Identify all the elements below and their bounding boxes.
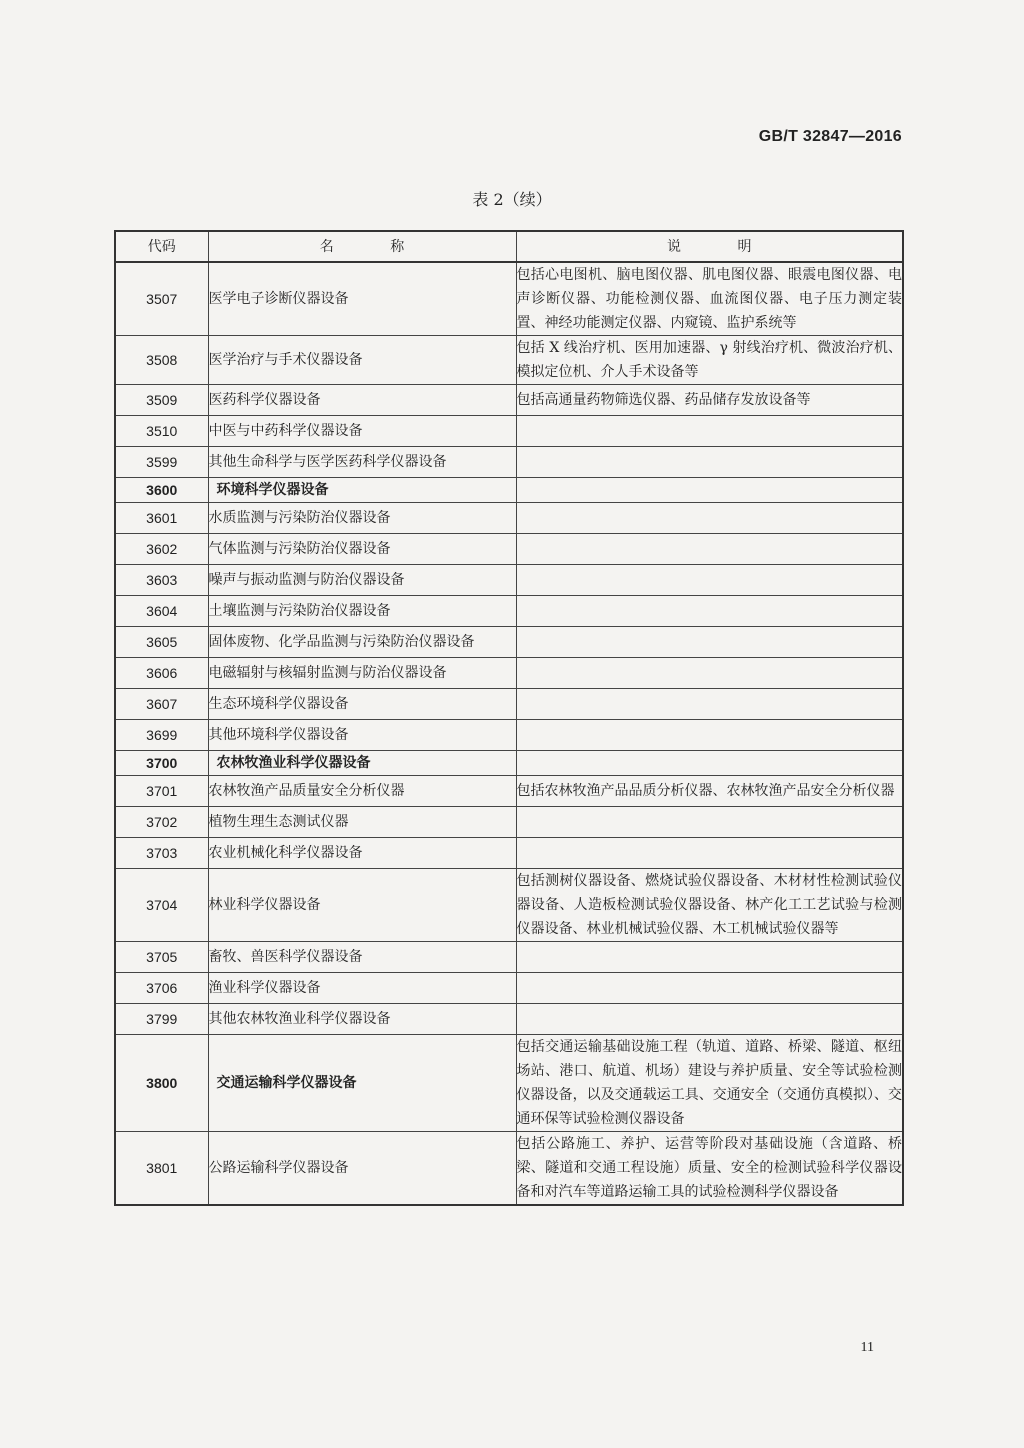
row-name: 医学电子诊断仪器设备 xyxy=(208,262,516,336)
row-code: 3702 xyxy=(115,807,208,838)
table-header-row xyxy=(115,231,903,262)
row-description xyxy=(516,689,903,720)
row-code: 3705 xyxy=(115,942,208,973)
row-description: 包括农林牧渔产品品质分析仪器、农林牧渔产品安全分析仪器 xyxy=(516,776,903,807)
row-code: 3510 xyxy=(115,416,208,447)
table-row xyxy=(115,336,903,385)
row-code: 3509 xyxy=(115,385,208,416)
row-name: 电磁辐射与核辐射监测与防治仪器设备 xyxy=(208,658,516,689)
column-header-description: 说 明 xyxy=(516,231,903,262)
table-row xyxy=(115,942,903,973)
row-description xyxy=(516,565,903,596)
row-name: 其他环境科学仪器设备 xyxy=(208,720,516,751)
row-description xyxy=(516,627,903,658)
table-row xyxy=(115,869,903,942)
table-row xyxy=(115,565,903,596)
row-description: 包括交通运输基础设施工程（轨道、道路、桥梁、隧道、枢纽场站、港口、航道、机场）建设与养护质量、安全等试验检测仪器设备，以及交通载运工具、交通安全（交通仿真模拟）、交通环保等试验检测仪器设备 xyxy=(516,1035,903,1132)
table-row xyxy=(115,751,903,776)
row-name: 植物生理生态测试仪器 xyxy=(208,807,516,838)
row-code: 3706 xyxy=(115,973,208,1004)
row-description: 包括高通量药物筛选仪器、药品储存发放设备等 xyxy=(516,385,903,416)
row-code: 3508 xyxy=(115,336,208,385)
row-code: 3601 xyxy=(115,503,208,534)
table-row xyxy=(115,1132,903,1206)
column-header-name: 名 称 xyxy=(208,231,516,262)
row-name: 中医与中药科学仪器设备 xyxy=(208,416,516,447)
row-code: 3701 xyxy=(115,776,208,807)
row-description xyxy=(516,1004,903,1035)
row-name: 畜牧、兽医科学仪器设备 xyxy=(208,942,516,973)
row-code: 3699 xyxy=(115,720,208,751)
row-name: 噪声与振动监测与防治仪器设备 xyxy=(208,565,516,596)
row-code: 3507 xyxy=(115,262,208,336)
row-name: 交通运输科学仪器设备 xyxy=(208,1035,516,1132)
row-description xyxy=(516,751,903,776)
table-row xyxy=(115,385,903,416)
row-name: 水质监测与污染防治仪器设备 xyxy=(208,503,516,534)
row-code: 3801 xyxy=(115,1132,208,1206)
row-code: 3800 xyxy=(115,1035,208,1132)
row-name: 生态环境科学仪器设备 xyxy=(208,689,516,720)
row-code: 3799 xyxy=(115,1004,208,1035)
row-name: 渔业科学仪器设备 xyxy=(208,973,516,1004)
table-row xyxy=(115,416,903,447)
row-code: 3602 xyxy=(115,534,208,565)
row-description xyxy=(516,503,903,534)
row-description xyxy=(516,416,903,447)
row-code: 3607 xyxy=(115,689,208,720)
row-code: 3600 xyxy=(115,478,208,503)
table-row xyxy=(115,807,903,838)
table-row xyxy=(115,1035,903,1132)
table-row xyxy=(115,838,903,869)
row-description xyxy=(516,973,903,1004)
row-description xyxy=(516,478,903,503)
page-number: 11 xyxy=(860,1340,874,1355)
row-description xyxy=(516,447,903,478)
row-name: 其他农林牧渔业科学仪器设备 xyxy=(208,1004,516,1035)
table-row xyxy=(115,720,903,751)
row-description: 包括公路施工、养护、运营等阶段对基础设施（含道路、桥梁、隧道和交通工程设施）质量、安全的检测试验科学仪器设备和对汽车等道路运输工具的试验检测科学仪器设备 xyxy=(516,1132,903,1206)
row-code: 3700 xyxy=(115,751,208,776)
table-row xyxy=(115,1004,903,1035)
row-code: 3704 xyxy=(115,869,208,942)
table-row xyxy=(115,478,903,503)
table-row xyxy=(115,973,903,1004)
row-description: 包括测树仪器设备、燃烧试验仪器设备、木材材性检测试验仪器设备、人造板检测试验仪器设备、林产化工工艺试验与检测仪器设备、林业机械试验仪器、木工机械试验仪器等 xyxy=(516,869,903,942)
table-row xyxy=(115,262,903,336)
row-description xyxy=(516,658,903,689)
row-description: 包括心电图机、脑电图仪器、肌电图仪器、眼震电图仪器、电声诊断仪器、功能检测仪器、血流图仪器、电子压力测定装置、神经功能测定仪器、内窥镜、监护系统等 xyxy=(516,262,903,336)
row-code: 3604 xyxy=(115,596,208,627)
table-row xyxy=(115,627,903,658)
row-name: 农业机械化科学仪器设备 xyxy=(208,838,516,869)
column-header-code: 代码 xyxy=(115,231,208,262)
row-description xyxy=(516,942,903,973)
row-name: 环境科学仪器设备 xyxy=(208,478,516,503)
row-description: 包括 X 线治疗机、医用加速器、γ 射线治疗机、微波治疗机、模拟定位机、介人手术设备等 xyxy=(516,336,903,385)
row-name: 医学治疗与手术仪器设备 xyxy=(208,336,516,385)
table-caption: 表 2（续） xyxy=(472,190,552,209)
row-name: 医药科学仪器设备 xyxy=(208,385,516,416)
row-name: 公路运输科学仪器设备 xyxy=(208,1132,516,1206)
row-name: 农林牧渔产品质量安全分析仪器 xyxy=(208,776,516,807)
row-name: 固体废物、化学品监测与污染防治仪器设备 xyxy=(208,627,516,658)
row-name: 林业科学仪器设备 xyxy=(208,869,516,942)
standard-id: GB/T 32847—2016 xyxy=(758,128,902,145)
row-name: 农林牧渔业科学仪器设备 xyxy=(208,751,516,776)
table-row xyxy=(115,534,903,565)
row-name: 气体监测与污染防治仪器设备 xyxy=(208,534,516,565)
row-description xyxy=(516,596,903,627)
row-name: 土壤监测与污染防治仪器设备 xyxy=(208,596,516,627)
row-description xyxy=(516,534,903,565)
row-description xyxy=(516,838,903,869)
table-row xyxy=(115,447,903,478)
row-description xyxy=(516,807,903,838)
row-code: 3703 xyxy=(115,838,208,869)
table-row xyxy=(115,503,903,534)
row-code: 3599 xyxy=(115,447,208,478)
table-row xyxy=(115,596,903,627)
table-row xyxy=(115,689,903,720)
row-code: 3603 xyxy=(115,565,208,596)
table-row xyxy=(115,658,903,689)
table-row xyxy=(115,776,903,807)
row-description xyxy=(516,720,903,751)
row-code: 3605 xyxy=(115,627,208,658)
classification-table xyxy=(114,230,904,1206)
table-body xyxy=(115,262,903,1205)
row-name: 其他生命科学与医学医药科学仪器设备 xyxy=(208,447,516,478)
row-code: 3606 xyxy=(115,658,208,689)
